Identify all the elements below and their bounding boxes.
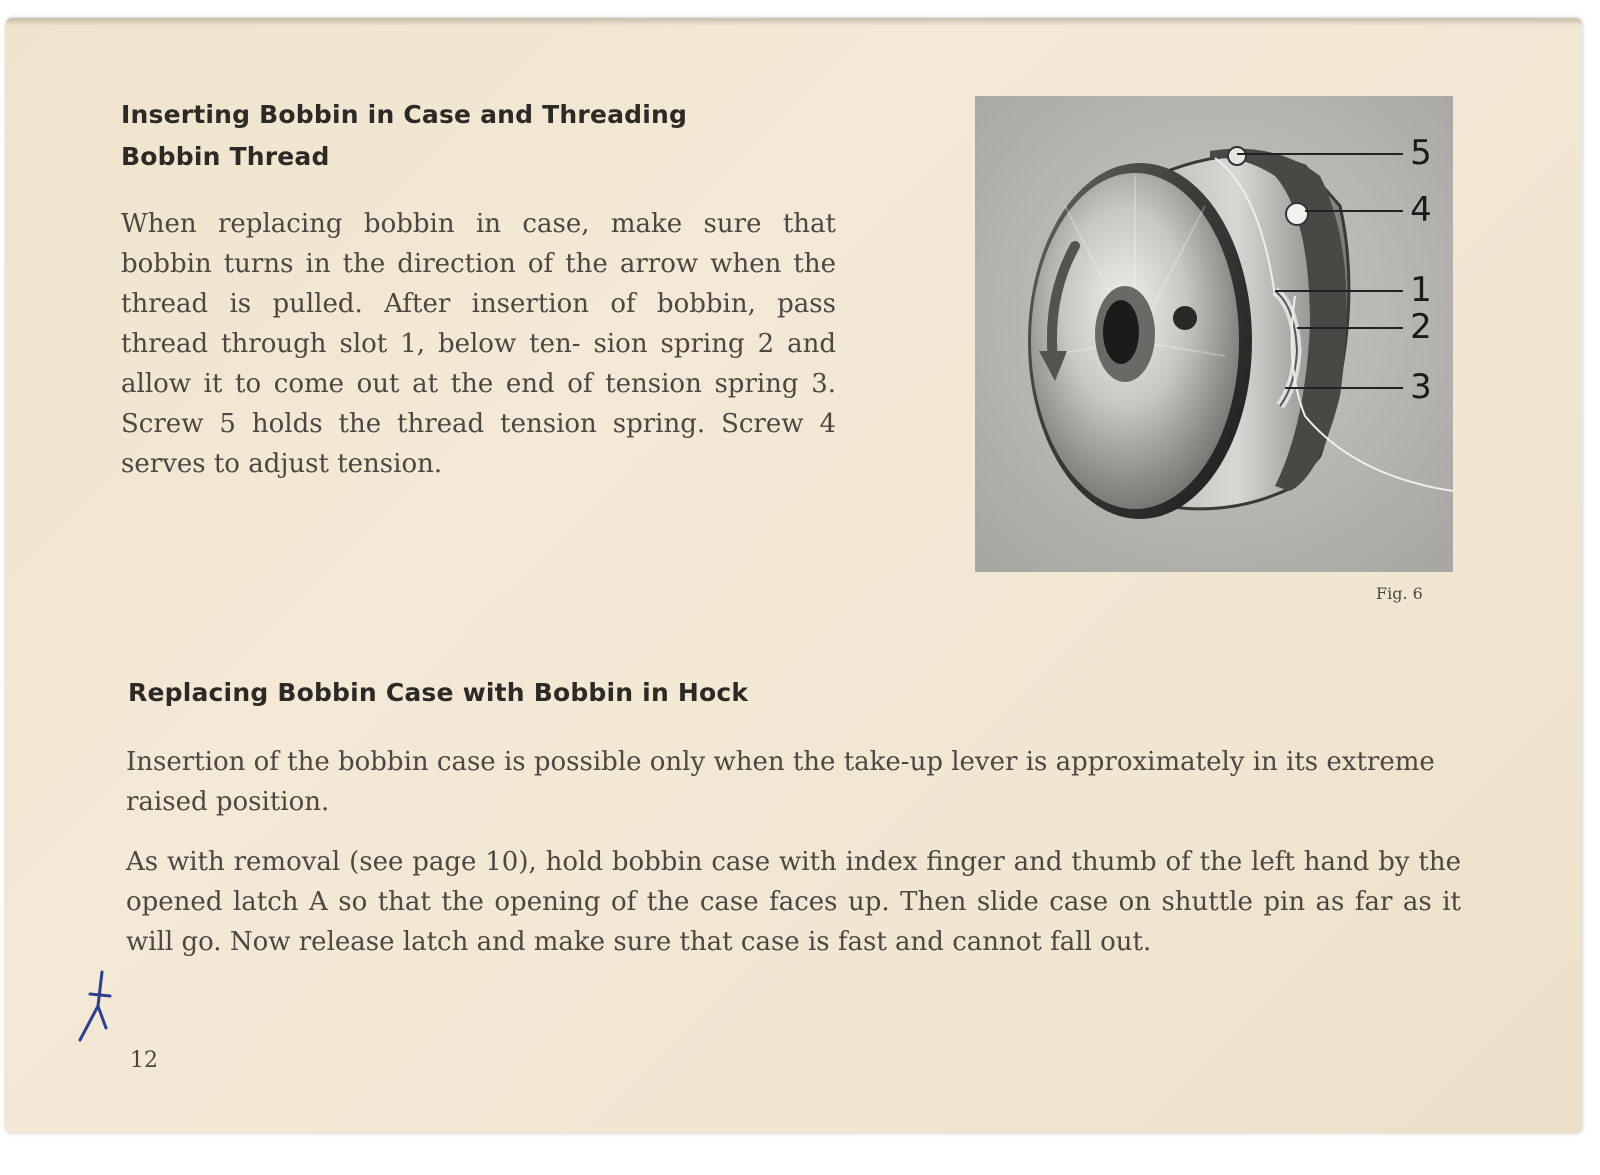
bobbin-case-figure: [975, 96, 1453, 572]
handwritten-pen-mark: [68, 966, 118, 1046]
figure-label-5: 5: [1410, 133, 1432, 173]
figure-label-2: 2: [1410, 307, 1432, 347]
page-number: 12: [130, 1048, 158, 1073]
section2-paragraph2: As with removal (see page 10), hold bobbin case with index finger and thumb of the left hand by the opened latch A so that the opening of the case faces up. Then slide case on shuttle pin as far as it will go. Now release latch and make sure that case is fast and cannot fall out.: [126, 847, 1461, 957]
section1-paragraph: When replacing bobbin in case, make sure that bobbin turns in the direction of the arrow when the thread is pulled. After insertion of bobbin, pass thread through slot 1, below ten- sion spring 2 and allow it to come out at the end of tension spring 3. Screw 5 holds the thread tension spring. Screw 4 serves to adjust tension.: [121, 209, 836, 479]
figure-label-1: 1: [1410, 270, 1432, 310]
section1-heading-line2: Bobbin Thread: [121, 142, 330, 171]
figure-label-4: 4: [1410, 190, 1432, 230]
section1-heading: [121, 94, 721, 178]
section2-heading: Replacing Bobbin Case with Bobbin in Hock: [128, 678, 749, 707]
figure-label-3: 3: [1410, 367, 1432, 407]
figure-labels: [975, 96, 1453, 572]
section2-paragraph1: Insertion of the bobbin case is possible only when the take-up lever is approximately in its extreme raised position.: [126, 747, 1435, 817]
section1-heading-line1: Inserting Bobbin in Case and Threading: [121, 100, 688, 129]
manual-page: [6, 18, 1582, 1133]
figure-caption: Fig. 6: [1376, 584, 1423, 603]
